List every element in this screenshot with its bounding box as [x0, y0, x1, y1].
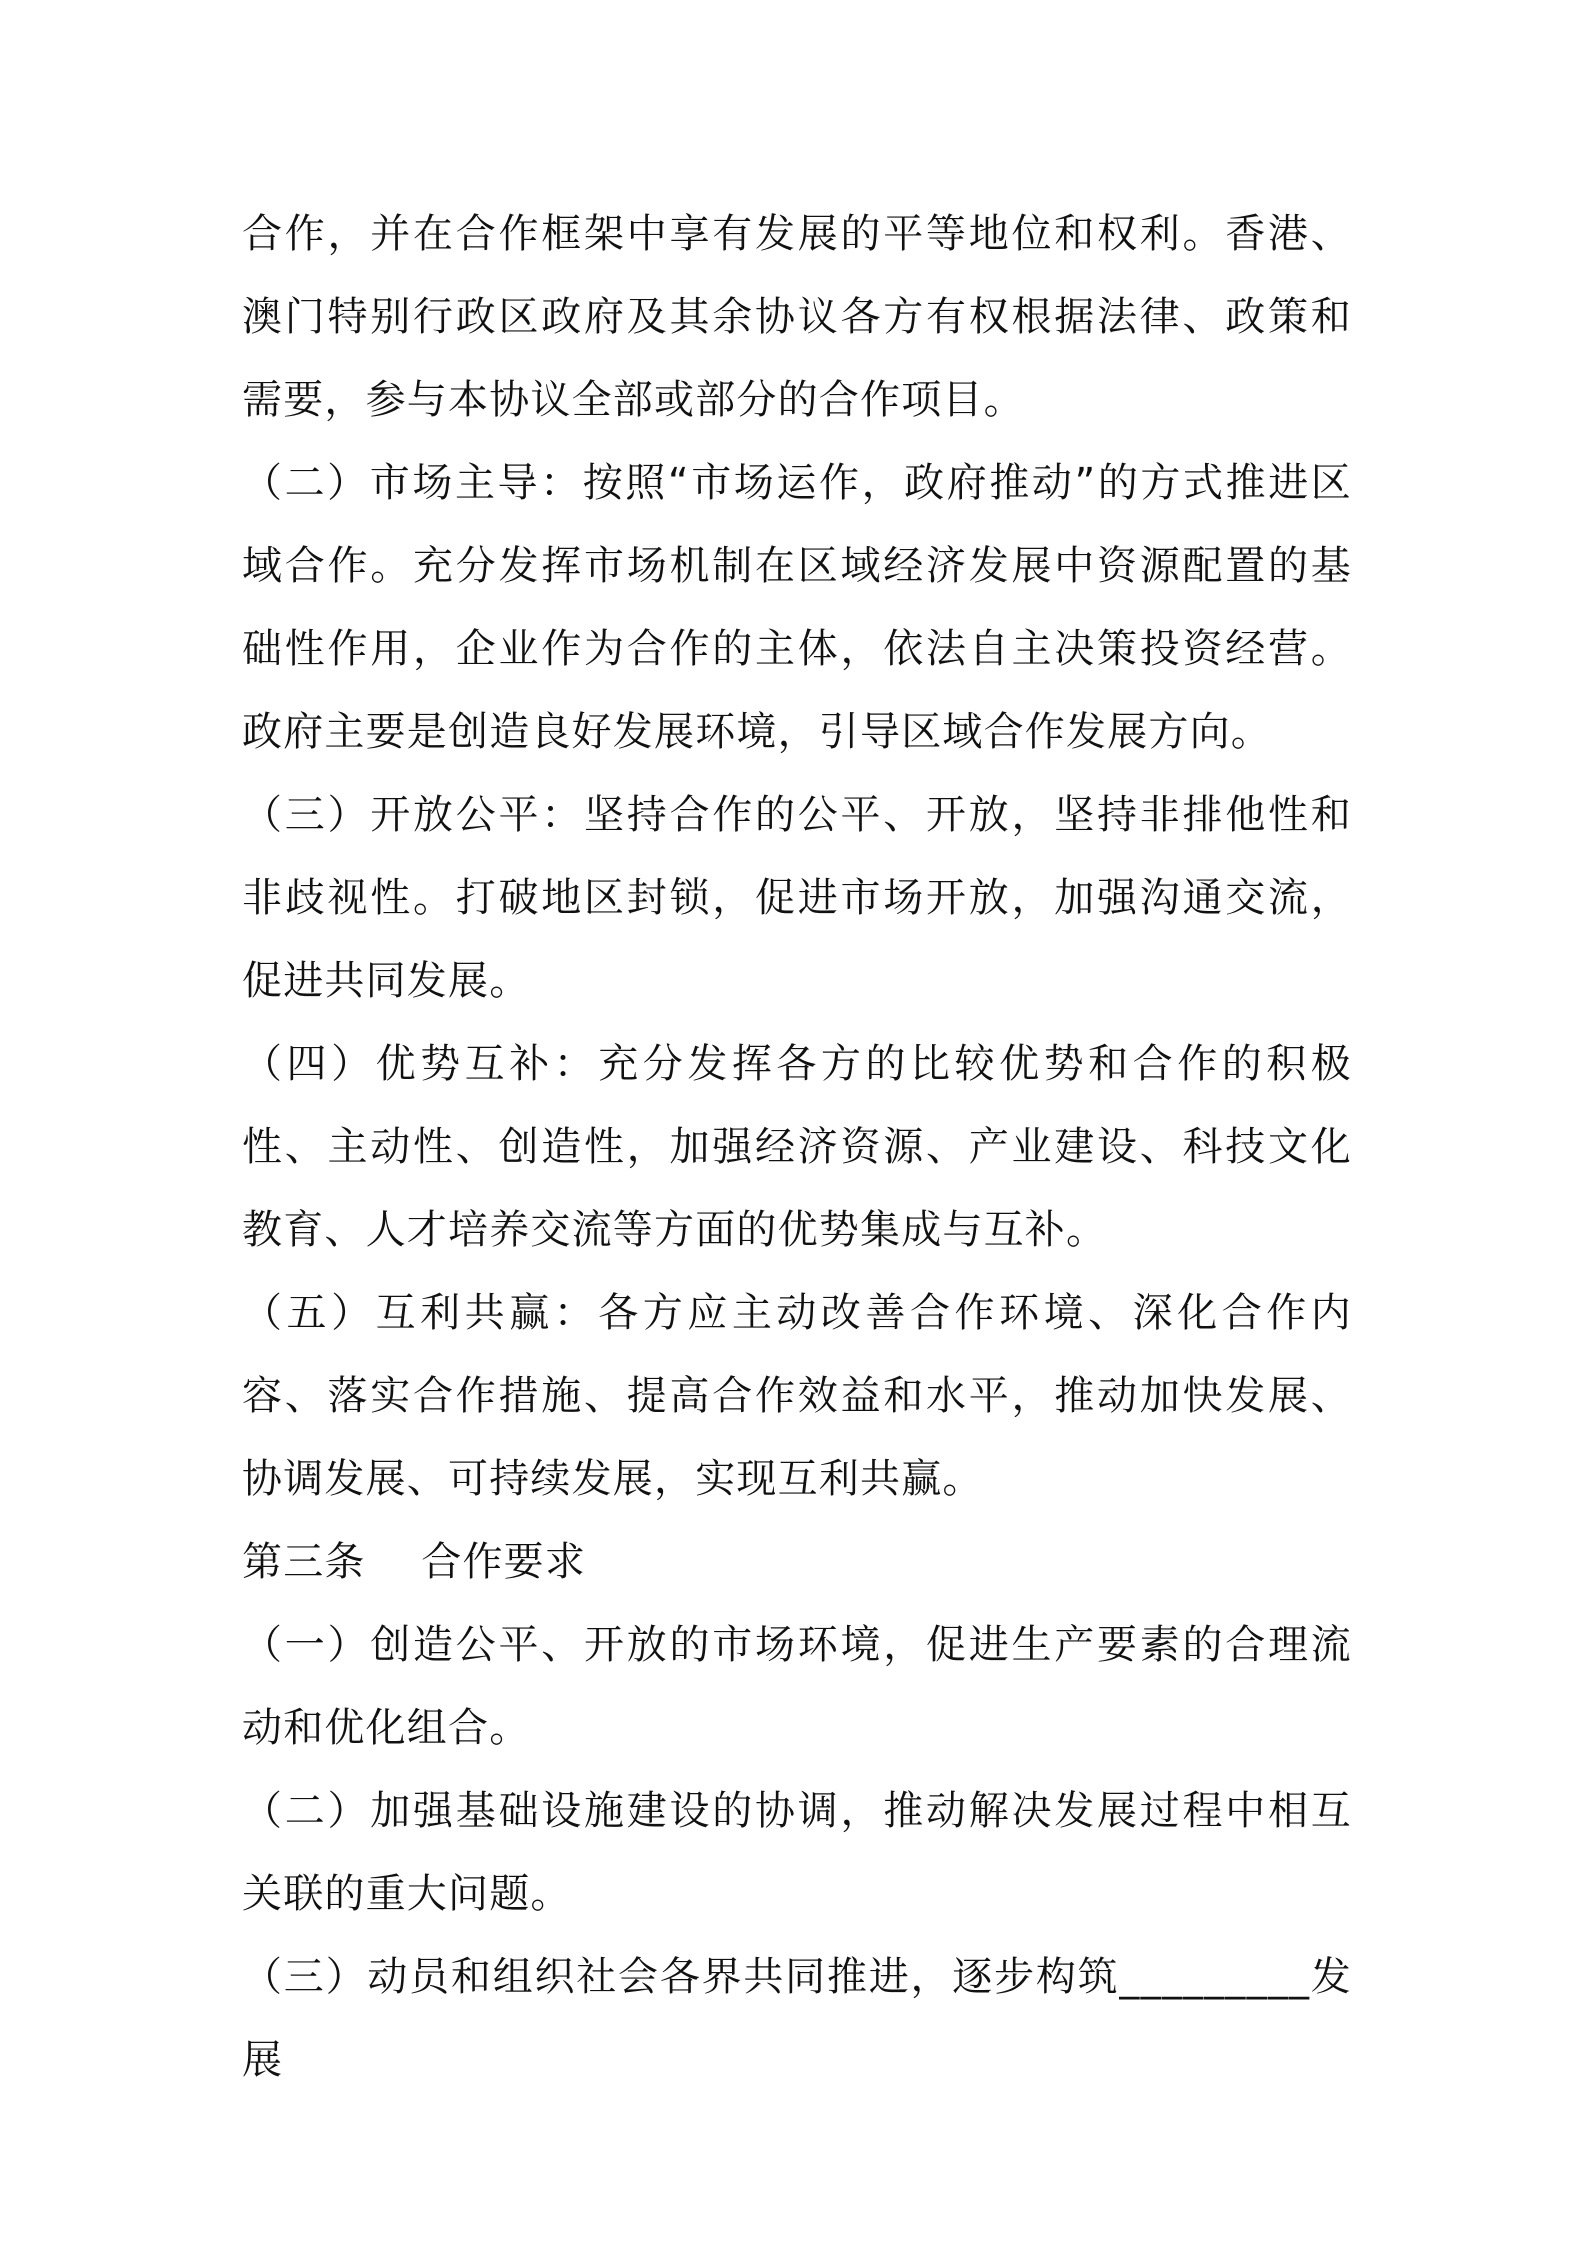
paragraph-mutual-benefit: （五）互利共赢：各方应主动改善合作环境、深化合作内容、落实合作措施、提高合作效益和水平，推动加快发展、协调发展、可持续发展，实现互利共赢。: [242, 1290, 1352, 1502]
paragraph-market-led: （二）市场主导：按照“市场运作，政府推动”的方式推进区域合作。充分发挥市场机制在区域经济发展中资源配置的基础性作用，企业作为合作的主体，依法自主决策投资经营。政府主要是创造良好发展环境，引导区域合作发展方向。: [242, 460, 1352, 755]
article-three-heading: 第三条 合作要求: [242, 1539, 587, 1585]
document-page: [242, 193, 1352, 2102]
requirement-one: （一）创造公平、开放的市场环境，促进生产要素的合理流动和优化组合。: [242, 1622, 1352, 1751]
paragraph-complementary-advantages: （四）优势互补：充分发挥各方的比较优势和合作的积极性、主动性、创造性，加强经济资源、产业建设、科技文化教育、人才培养交流等方面的优势集成与互补。: [242, 1041, 1352, 1253]
requirement-three: （三）动员和组织社会各界共同推进，逐步构筑_________发展: [242, 1954, 1352, 2083]
paragraph-open-fair: （三）开放公平：坚持合作的公平、开放，坚持非排他性和非歧视性。打破地区封锁，促进市场开放，加强沟通交流，促进共同发展。: [242, 792, 1352, 1004]
requirement-two: （二）加强基础设施建设的协调，推动解决发展过程中相互关联的重大问题。: [242, 1788, 1352, 1917]
paragraph-cooperation-rights: 合作，并在合作框架中享有发展的平等地位和权利。香港、澳门特别行政区政府及其余协议各方有权根据法律、政策和需要，参与本协议全部或部分的合作项目。: [242, 211, 1352, 423]
